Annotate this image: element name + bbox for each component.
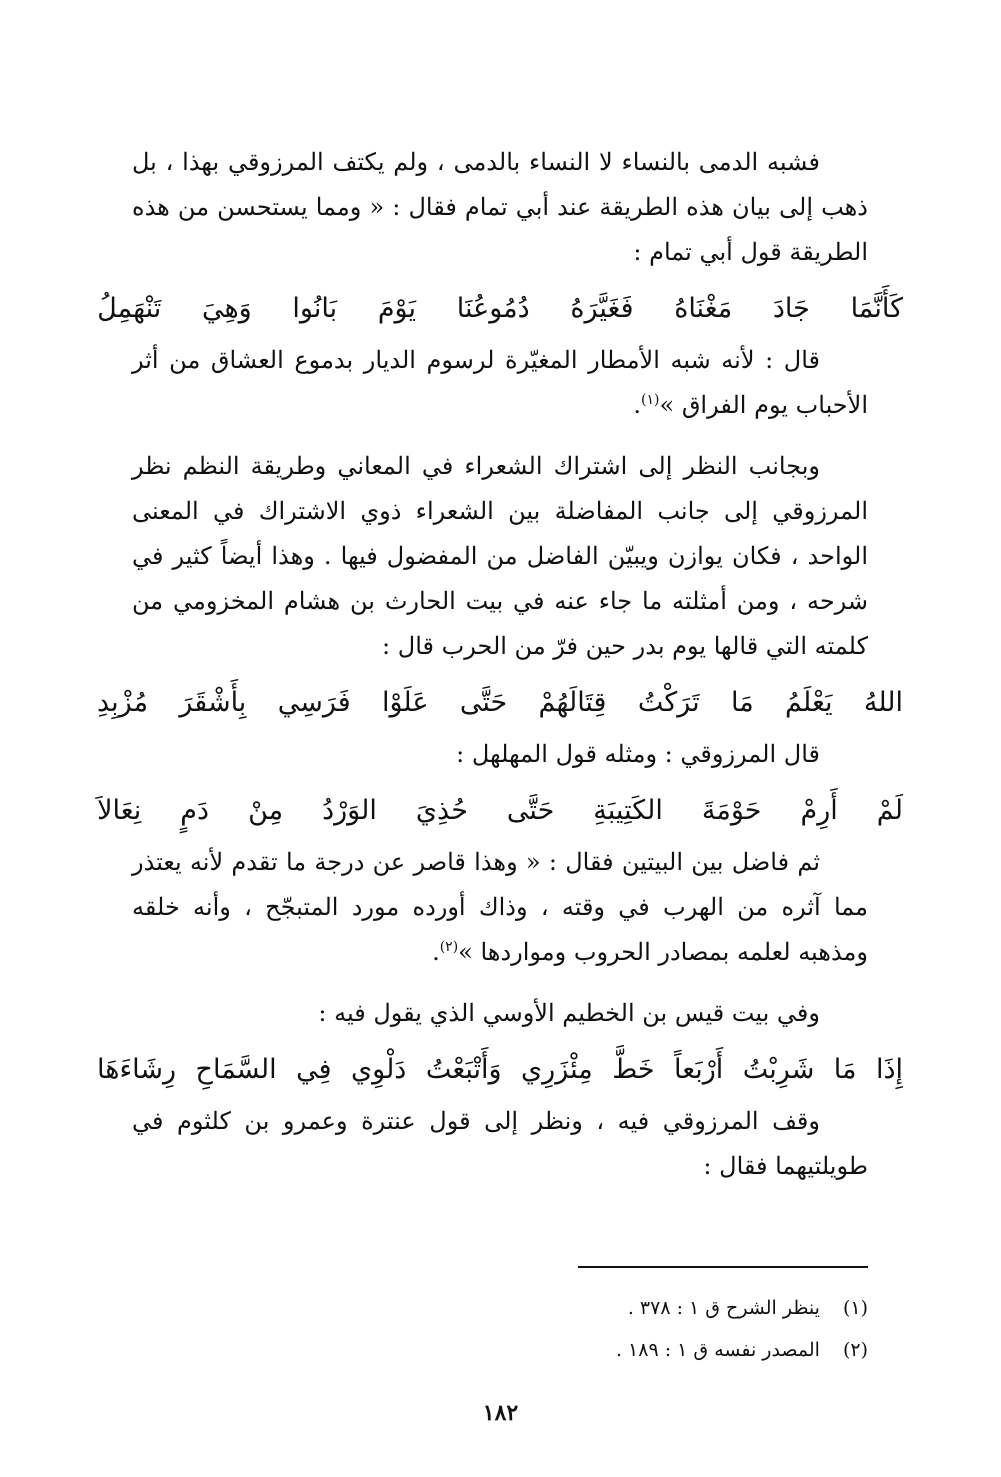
paragraph-3: وبجانب النظر إلى اشتراك الشعراء في المعاني وطريقة النظم نظر المرزوقي إلى جانب المفاضلة بين الشعراء ذوي الاشتراك في المعنى الواحد ، فكان يوازن ويبيّن الفاضل من المفضول فيها . وهذا أيضاً كثير في شرحه ، ومن أمثلته ما جاء عنه في بيت الحارث بن هشام المخزومي من كلمته التي قالها يوم بدر حين فرّ من الحرب قال :: [132, 452, 869, 660]
verse-word: اللهُ: [863, 687, 903, 718]
paragraph-5: [132, 840, 868, 975]
verse-word: أَرْبَعاً: [673, 1054, 724, 1085]
verse-word: عَلَوْا: [381, 687, 429, 718]
verse-word: جَادَ: [772, 293, 810, 324]
verse-word: حَتَّى: [506, 795, 555, 826]
verse-word: حَتَّى: [459, 687, 508, 718]
paragraph-5-text: ثم فاضل بين البيتين فقال : « وهذا قاصر عن درجة ما تقدم لأنه يعتذر مما آثره من الهرب في وقته ، وذاك أورده مورد المتبجّح ، وأنه خلقه ومذهبه لعلمه بمصادر الحروب ومواردها »: [132, 848, 869, 966]
footnote-ref-1[interactable]: (١): [641, 392, 660, 408]
verse-word: وَهِيَ: [201, 293, 252, 324]
footnotes: [268, 1287, 868, 1371]
footnote-number: (١): [842, 1297, 868, 1319]
verse-word: بَانُوا: [292, 293, 338, 324]
footnote-ref-2[interactable]: (٢): [439, 939, 459, 955]
footnote-text: ينظر الشرح ق ١ : ٣٧٨ .: [627, 1297, 820, 1319]
verse-word: قِتَالَهُمْ: [538, 687, 607, 718]
verse-4: [97, 1042, 903, 1097]
footnote-1: [268, 1287, 868, 1329]
verse-word: إِذَا: [875, 1054, 903, 1085]
verse-word: شَرِبْتُ: [742, 1054, 815, 1085]
verse-word: الوَرْدُ: [322, 795, 377, 826]
verse-word: خَطَّ: [612, 1054, 655, 1085]
verse-word: دُمُوعُنَا: [456, 293, 530, 324]
footnote-2: [268, 1329, 868, 1371]
verse-3: [97, 783, 903, 838]
verse-word: يَعْلَمُ: [785, 687, 833, 718]
verse-word: نِعَالاَ: [97, 795, 142, 826]
verse-word: الكَتِيبَةِ: [593, 795, 663, 826]
paragraph-2-text: قال : لأنه شبه الأمطار المغيّرة لرسوم الديار بدموع العشاق من أثر الأحباب يوم الفراق »: [132, 346, 868, 419]
verse-word: تَرَكْتُ: [637, 687, 700, 718]
verse-word: رِشَاءَهَا: [97, 1054, 177, 1085]
verse-word: السَّمَاحِ: [195, 1054, 277, 1085]
footnote-divider: [578, 1266, 868, 1268]
page-number: ١٨٢: [482, 1400, 519, 1426]
verse-1: [97, 281, 903, 336]
verse-word: مَا: [833, 1054, 857, 1085]
verse-word: كَأَنَّمَا: [850, 293, 903, 324]
verse-word: فِي: [296, 1054, 332, 1085]
verse-word: تَنْهَمِلُ: [97, 293, 162, 324]
paragraph-6: وفي بيت قيس بن الخطيم الأوسي الذي يقول فيه :: [318, 999, 820, 1027]
verse-word: حُذِيَ: [415, 795, 468, 826]
verse-word: دَلْوِي: [351, 1054, 407, 1085]
verse-word: وَأَتْبَعْتُ: [425, 1054, 502, 1085]
paragraph-2: [132, 338, 868, 428]
verse-word: مِنْ: [248, 795, 284, 826]
paragraph-7: وقف المرزوقي فيه ، ونظر إلى قول عنترة وعمرو بن كلثوم في طويلتيهما فقال :: [132, 1107, 868, 1180]
verse-word: لَمْ: [876, 795, 903, 826]
paragraph-4: قال المرزوقي : ومثله قول المهلهل :: [456, 740, 820, 768]
footnote-number: (٢): [842, 1339, 868, 1361]
verse-word: يَوْمَ: [377, 293, 417, 324]
page-body: [97, 140, 903, 1189]
verse-word: مَا: [730, 687, 754, 718]
verse-word: مُزْبِدِ: [97, 687, 149, 718]
verse-word: فَرَسِي: [277, 687, 351, 718]
verse-word: حَوْمَةَ: [701, 795, 762, 826]
verse-word: أَرِمْ: [800, 795, 838, 826]
verse-2: [97, 675, 903, 730]
verse-word: فَغَيَّرَهُ: [570, 293, 634, 324]
verse-word: مَغْنَاهُ: [674, 293, 733, 324]
sentence-end: .: [432, 938, 440, 966]
footnote-text: المصدر نفسه ق ١ : ١٨٩ .: [615, 1339, 820, 1361]
verse-word: مِئْزَرِي: [521, 1054, 593, 1085]
sentence-end: .: [633, 391, 642, 419]
verse-word: دَمٍ: [180, 795, 210, 826]
verse-word: بِأَشْقَرَ: [179, 687, 247, 718]
paragraph-1: فشبه الدمى بالنساء لا النساء بالدمى ، ولم يكتف المرزوقي بهذا ، بل ذهب إلى بيان هذه الطريقة عند أبي تمام فقال : « ومما يستحسن من هذه الطريقة قول أبي تمام :: [132, 148, 868, 266]
